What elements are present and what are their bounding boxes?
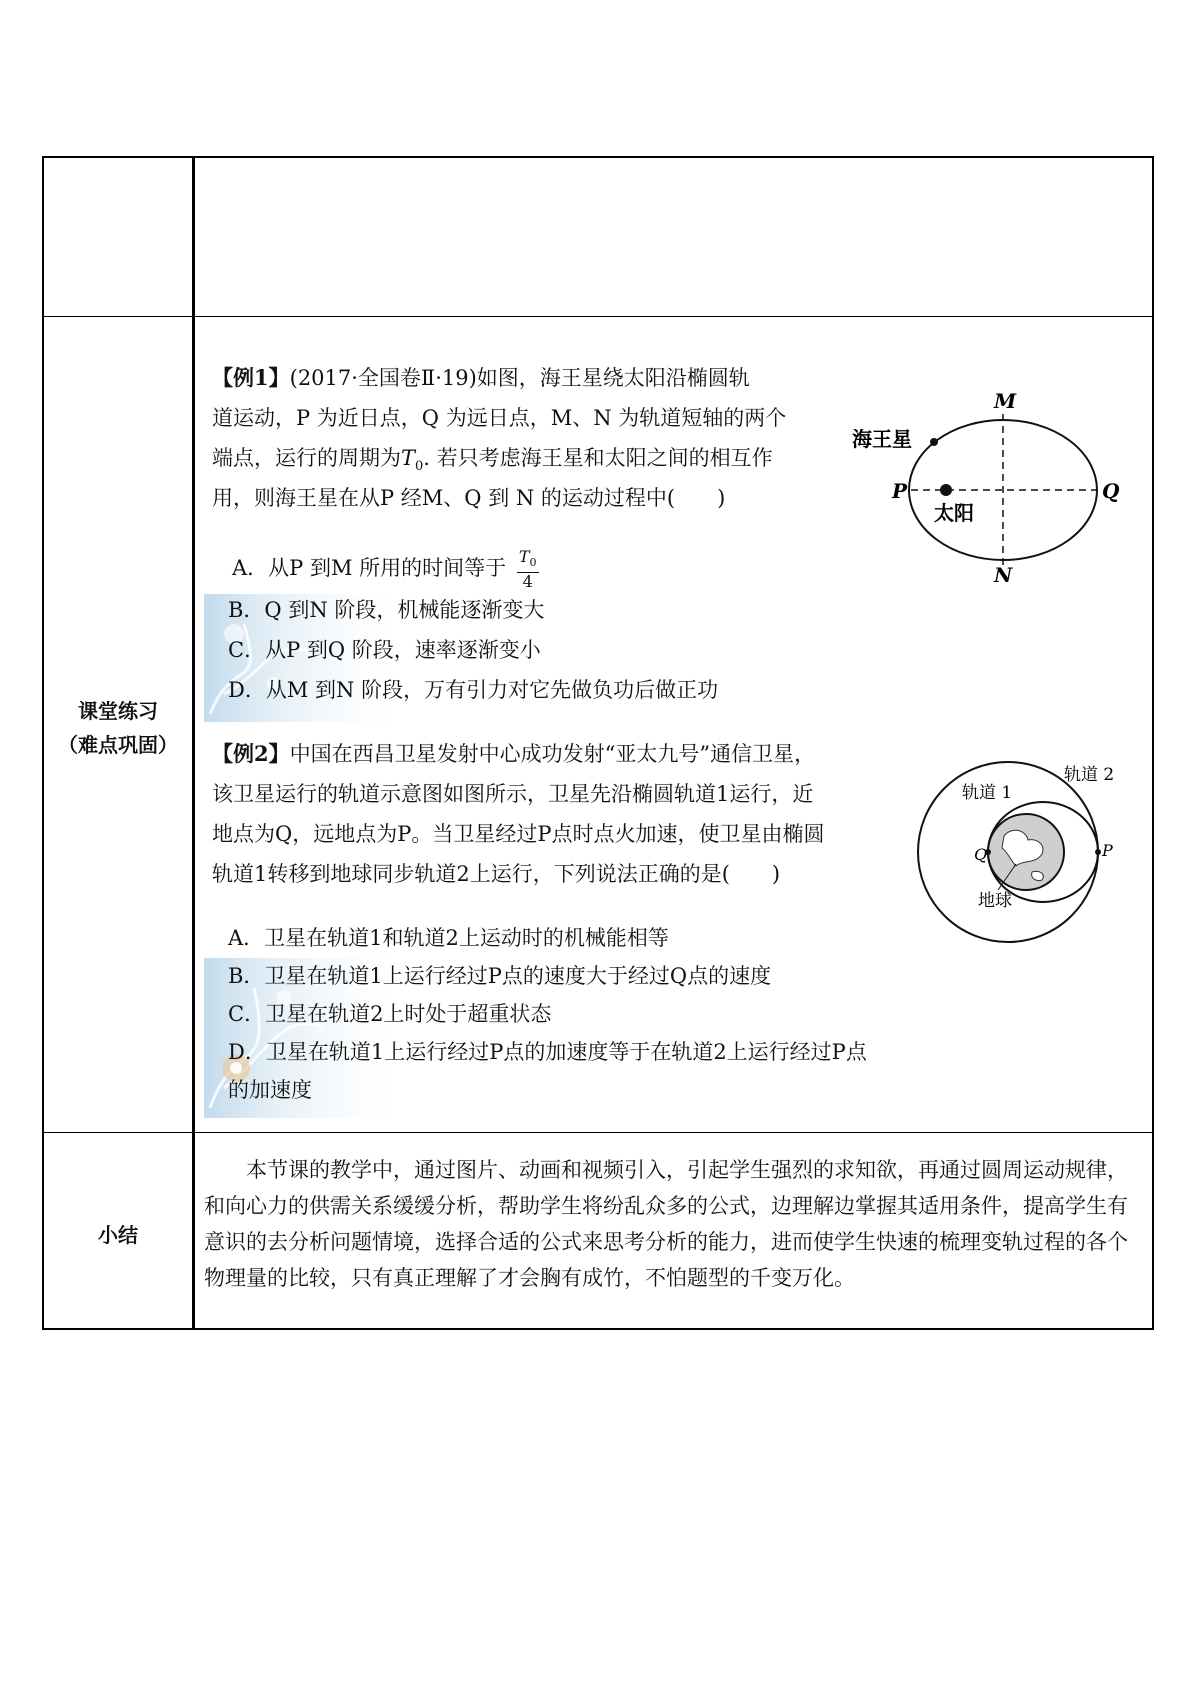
example2-option-d-line2: 的加速度: [228, 1078, 312, 1102]
row-divider-1: [42, 316, 1154, 317]
label-neptune: 海王星: [852, 427, 912, 451]
practice-row-label: [44, 694, 192, 762]
example2-option-a: A．卫星在轨道1和轨道2上运动时的机械能相等: [228, 926, 669, 950]
example2-line1: 【例2】中国在西昌卫星发射中心成功发射“亚太九号”通信卫星，: [212, 741, 816, 766]
practice-label-line2: （难点巩固）: [58, 733, 178, 757]
example1-line3: 端点，运行的周期为$T_0$. 若只考虑海王星和太阳之间的相互作: [212, 446, 773, 475]
neptune-dot: [930, 438, 938, 446]
example1-option-b: B．Q 到N 阶段，机械能逐渐变大: [228, 598, 545, 622]
example1-option-a: A．从P 到M 所用的时间等于 $\frac{T_0}{4}$: [232, 547, 537, 592]
example2-line3: 地点为Q，远地点为P。当卫星经过P点时点火加速，使卫星由椭圆: [212, 822, 825, 846]
label-p: P: [892, 479, 908, 503]
label-orbit-2: 轨道 2: [1064, 765, 1115, 785]
example1-tag: 【例1】: [212, 365, 290, 390]
label-orbit-1: 轨道 1: [962, 783, 1013, 803]
example1-line1: 【例1】(2017·全国卷Ⅱ·19)如图，海王星绕太阳沿椭圆轨: [212, 365, 750, 390]
example2-option-c: C．卫星在轨道2上时处于超重状态: [228, 1002, 552, 1026]
label-earth: 地球: [978, 891, 1012, 911]
satellite-orbit-figure: [916, 756, 1136, 952]
point-p-dot: [1095, 849, 1101, 855]
label-m: M: [994, 389, 1017, 413]
example1-line4: 用，则海王星在从P 经M、Q 到 N 的运动过程中( ): [212, 486, 726, 510]
summary-row-label: 小结: [98, 1223, 138, 1247]
example1-line2: 道运动，P 为近日点，Q 为远日点，M、N 为轨道短轴的两个: [212, 406, 787, 430]
row-divider-2: [42, 1132, 1154, 1133]
label-n: N: [994, 563, 1013, 584]
label-q: Q: [1102, 479, 1120, 503]
example1-option-c: C．从P 到Q 阶段，速率逐渐变小: [228, 638, 541, 662]
fraction-t0-over-4: $\frac{T_0}{4}$: [518, 547, 537, 592]
label-sun: 太阳: [934, 501, 974, 525]
summary-paragraph: 本节课的教学中，通过图片、动画和视频引入，引起学生强烈的求知欲，再通过圆周运动规律，和向心力的供需关系缓缓分析，帮助学生将纷乱众多的公式，边理解边掌握其适用条件，提高学生有意识的去分析问题情境，选择合适的公式来思考分析的能力，进而使学生快速的梳理变轨过程的各个物理量的比较，只有真正理解了才会胸有成竹，不怕题型的千变万化。: [204, 1158, 1128, 1290]
neptune-orbit-figure: [848, 384, 1128, 584]
sun-dot: [940, 484, 952, 496]
example2-line4: 轨道1转移到地球同步轨道2上运行，下列说法正确的是( ): [212, 862, 781, 886]
practice-label-line1: 课堂练习: [78, 699, 158, 723]
example2-option-b: B．卫星在轨道1上运行经过P点的速度大于经过Q点的速度: [228, 964, 772, 988]
column-divider: [192, 156, 195, 1330]
label-p: P: [1102, 841, 1113, 860]
example1-option-d: D．从M 到N 阶段，万有引力对它先做负功后做正功: [228, 678, 719, 702]
example2-tag: 【例2】: [212, 741, 290, 766]
example2-option-d-line1: D．卫星在轨道1上运行经过P点的加速度等于在轨道2上运行经过P点: [228, 1040, 867, 1064]
example2-line2: 该卫星运行的轨道示意图如图所示，卫星先沿椭圆轨道1运行，近: [212, 782, 814, 806]
label-q: Q: [974, 845, 988, 864]
